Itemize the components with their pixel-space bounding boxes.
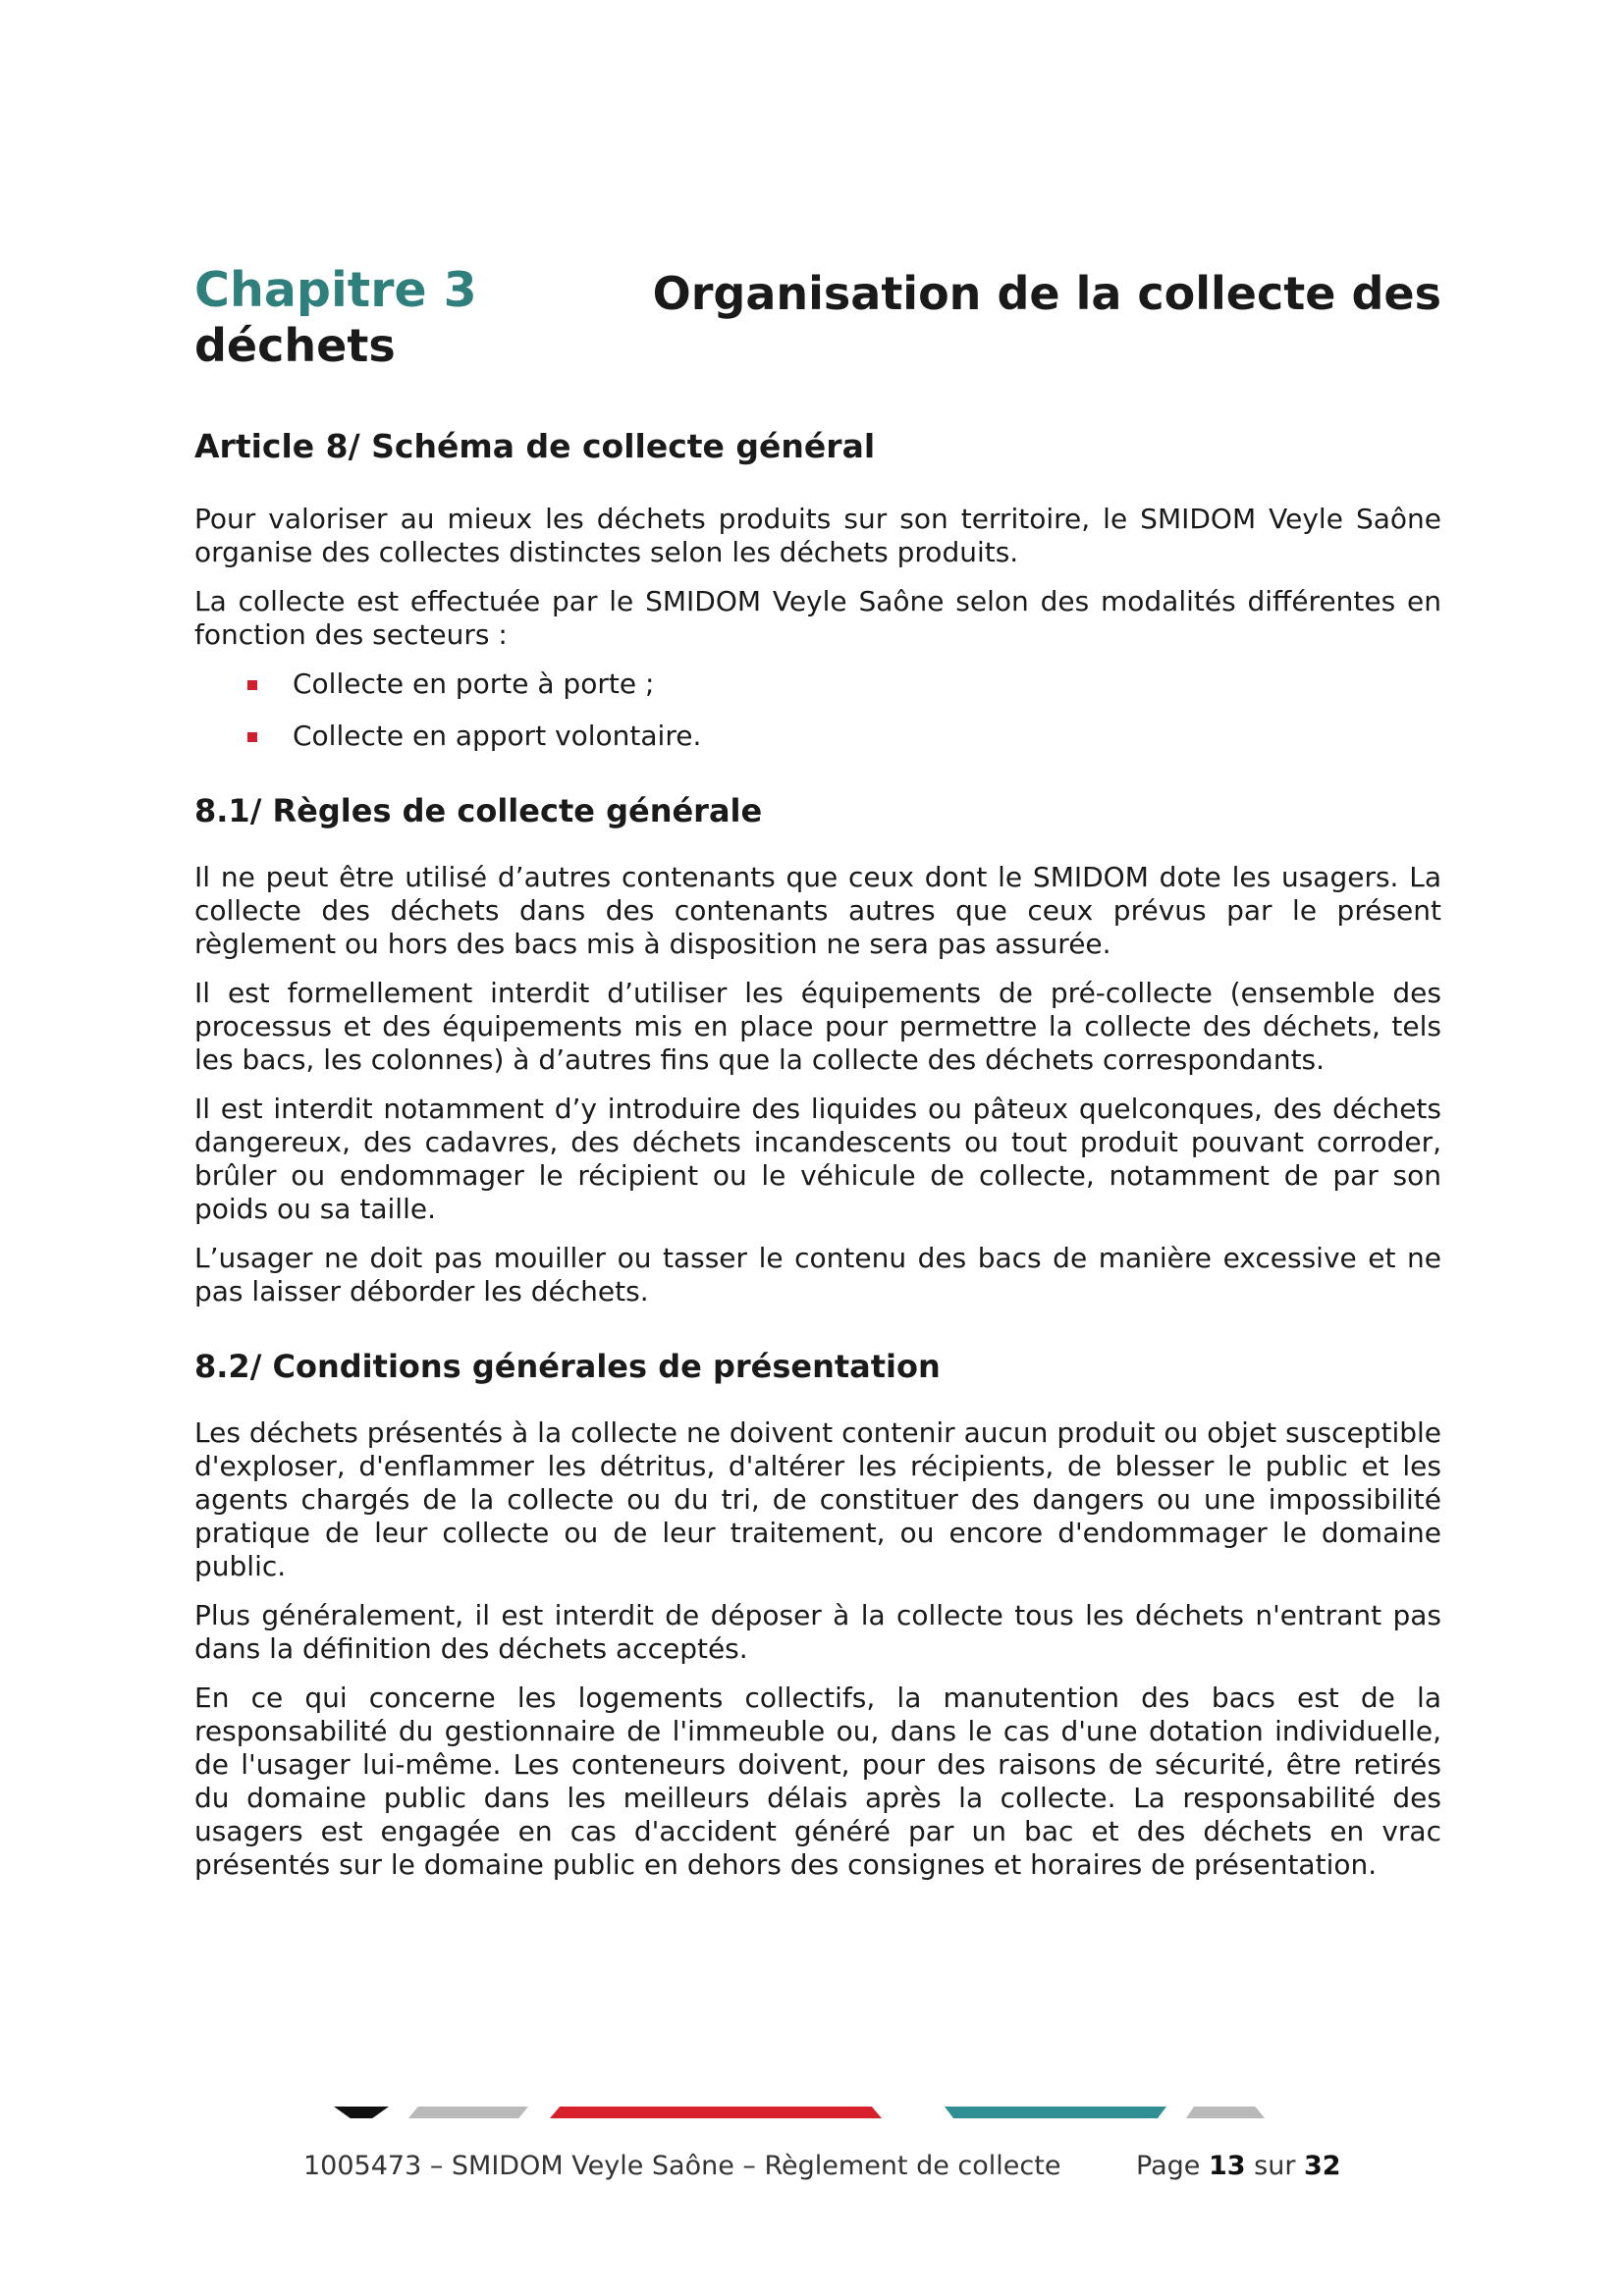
square-bullet-icon	[247, 732, 257, 742]
paragraph: En ce qui concerne les logements collectifs, la manutention des bacs est de la responsabilité du gestionnaire de l'immeuble ou, dans le cas d'une dotation individuelle, de l'usager lui-même. Les conteneurs doivent, pour des raisons de sécurité, être retirés du domaine public dans les meilleurs délais après la collecte. La responsabilité des usagers est engagée en cas d'accident généré par un bac et des déchets en vrac présentés sur le domaine public en dehors des consignes et horaires de présentation.	[194, 1682, 1441, 1881]
page-sep: sur	[1254, 2151, 1296, 2181]
paragraph: Il est interdit notamment d’y introduire des liquides ou pâteux quelconques, des déchets dangereux, des cadavres, des déchets incandescents ou tout produit pouvant corroder, brûler ou endommager le récipient ou le véhicule de collecte, notamment de par son poids ou sa taille.	[194, 1093, 1441, 1225]
paragraph: La collecte est effectuée par le SMIDOM Veyle Saône selon des modalités différentes en fonction des secteurs :	[194, 585, 1441, 651]
section-heading-8-2: 8.2/ Conditions générales de présentation	[194, 1348, 941, 1385]
square-bullet-icon	[247, 680, 257, 690]
footer-color-bars	[0, 2107, 1624, 2120]
article-heading: Article 8/ Schéma de collecte général	[194, 427, 876, 465]
chapter-title-line1: Organisation de la collecte des	[652, 267, 1441, 320]
paragraph: Il est formellement interdit d’utiliser les équipements de pré-collecte (ensemble des processus et des équipements mis en place pour permettre la collecte des déchets, tels les bacs, les colonnes) à d’autres fins que la collecte des déchets correspondants.	[194, 977, 1441, 1076]
page-prefix: Page	[1136, 2151, 1201, 2181]
paragraph: Plus généralement, il est interdit de déposer à la collecte tous les déchets n'entrant pas dans la définition des déchets acceptés.	[194, 1599, 1441, 1665]
page-content	[194, 263, 1441, 1897]
bullet-list	[194, 667, 1441, 753]
list-item-text: Collecte en apport volontaire.	[293, 720, 702, 752]
footer-doc-ref: 1005473 – SMIDOM Veyle Saône – Règlement de collecte	[303, 2151, 1061, 2181]
paragraph: Les déchets présentés à la collecte ne doivent contenir aucun produit ou objet susceptible d'exploser, d'enflammer les détritus, d'altérer les récipients, de blesser le public et les agents chargés de la collecte ou du tri, de constituer des dangers ou une impossibilité pratique de leur collecte ou de leur traitement, ou encore d'endommager le domaine public.	[194, 1416, 1441, 1582]
footer-bar-black	[334, 2107, 389, 2118]
footer-bar-red	[550, 2107, 882, 2118]
section-heading-8-1: 8.1/ Règles de collecte générale	[194, 792, 763, 829]
page-current: 13	[1208, 2151, 1246, 2181]
list-item	[194, 667, 1441, 701]
footer-page-number	[1136, 2151, 1341, 2181]
footer-bar-gray-right	[1186, 2107, 1265, 2118]
page-total: 32	[1304, 2151, 1341, 2181]
chapter-heading	[194, 263, 1441, 373]
paragraph: Il ne peut être utilisé d’autres contenants que ceux dont le SMIDOM dote les usagers. La collecte des déchets dans des contenants autres que ceux prévus par le présent règlement ou hors des bacs mis à disposition ne sera pas assurée.	[194, 861, 1441, 960]
list-item	[194, 720, 1441, 753]
footer-bar-gray	[408, 2107, 528, 2118]
paragraph: Pour valoriser au mieux les déchets produits sur son territoire, le SMIDOM Veyle Saône organise des collectes distinctes selon les déchets produits.	[194, 503, 1441, 568]
paragraph: L’usager ne doit pas mouiller ou tasser le contenu des bacs de manière excessive et ne pas laisser déborder les déchets.	[194, 1242, 1441, 1308]
chapter-label: Chapitre 3	[194, 262, 477, 318]
list-item-text: Collecte en porte à porte ;	[293, 667, 655, 700]
footer-bar-teal	[945, 2107, 1166, 2118]
chapter-title-line2: déchets	[194, 319, 396, 372]
